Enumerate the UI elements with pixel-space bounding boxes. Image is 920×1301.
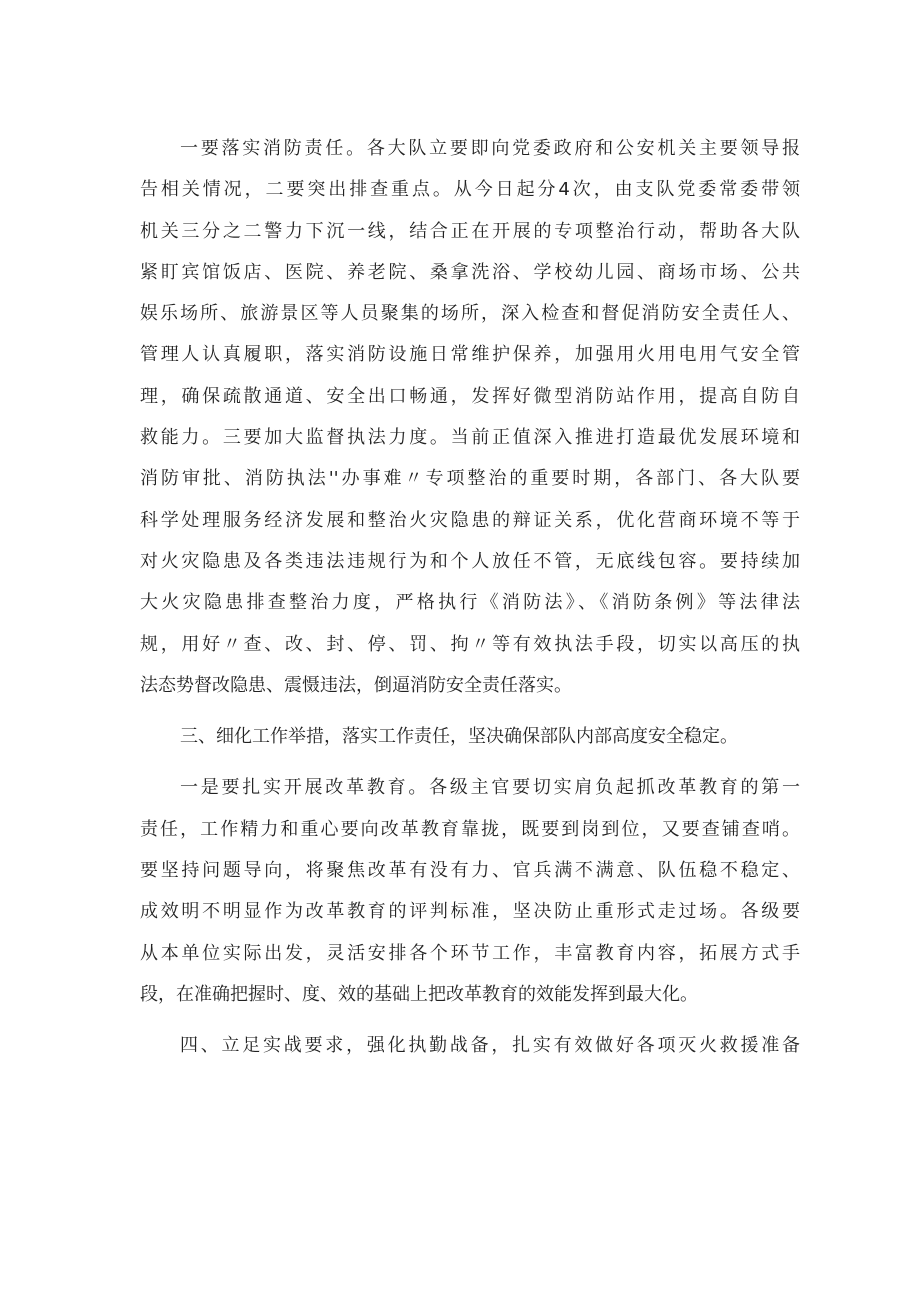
paragraph-line: 对火灾隐患及各类违法违规行为和个人放任不管，无底线包容。要持续加 — [140, 550, 800, 572]
paragraph-line: 消防审批、消防执法''办事难〃专项整治的重要时期，各部门、各大队要 — [140, 468, 800, 490]
document-body — [140, 128, 800, 1067]
paragraph-line: 责任，工作精力和重心要向改革教育靠拢，既要到岗到位，又要查铺查哨。 — [140, 818, 800, 840]
paragraph-line: 规，用好〃查、改、封、停、罚、拘〃等有效执法手段，切实以高压的执 — [140, 633, 800, 655]
section-heading-3: 三、细化工作举措，落实工作责任，坚决确保部队内部高度安全稳定。 — [180, 726, 738, 748]
paragraph-line: 科学处理服务经济发展和整治火灾隐患的辩证关系，优化营商环境不等于 — [140, 509, 800, 531]
paragraph-line: 管理人认真履职，落实消防设施日常维护保养，加强用火用电用气安全管 — [140, 344, 800, 366]
paragraph-line: 理，确保疏散通道、安全出口畅通，发挥好微型消防站作用，提高自防自 — [140, 385, 800, 407]
paragraph-gap — [140, 706, 800, 716]
paragraph-gap — [140, 757, 800, 767]
paragraph-line-last: 法态势督改隐患、震慑违法，倒逼消防安全责任落实。 — [140, 674, 572, 696]
paragraph-line: 紧盯宾馆饭店、医院、养老院、桑拿洗浴、学校幼儿园、商场市场、公共 — [140, 261, 800, 283]
section-heading-4: 四、立足实战要求，强化执勤战备，扎实有效做好各项灭火救援准备 — [180, 1035, 800, 1057]
paragraph-line: 一是要扎实开展改革教育。各级主官要切实肩负起抓改革教育的第一 — [180, 777, 800, 799]
paragraph-line: 要坚持问题导向，将聚焦改革有没有力、官兵满不满意、队伍稳不稳定、 — [140, 860, 800, 882]
paragraph-line: 一要落实消防责任。各大队立要即向党委政府和公安机关主要领导报 — [180, 138, 800, 159]
paragraph-line-last: 段，在准确把握时、度、效的基础上把改革教育的效能发挥到最大化。 — [140, 983, 698, 1005]
paragraph-line: 救能力。三要加大监督执法力度。当前正值深入推进打造最优发展环境和 — [140, 427, 800, 449]
paragraph-line: 告相关情况，二要突出排查重点。从今日起分4次，由支队党委常委带领 — [140, 179, 800, 201]
paragraph-line: 娱乐场所、旅游景区等人员聚集的场所，深入检查和督促消防安全责任人、 — [140, 303, 800, 325]
paragraph-line: 从本单位实际出发，灵活安排各个环节工作，丰富教育内容，拓展方式手 — [140, 942, 800, 964]
paragraph-gap — [140, 1015, 800, 1025]
paragraph-line: 机关三分之二警力下沉一线，结合正在开展的专项整治行动，帮助各大队 — [140, 220, 800, 242]
paragraph-line: 大火灾隐患排查整治力度，严格执行《消防法》、《消防条例》等法律法 — [140, 592, 800, 614]
paragraph-line: 成效明不明显作为改革教育的评判标准，坚决防止重形式走过场。各级要 — [140, 901, 800, 923]
